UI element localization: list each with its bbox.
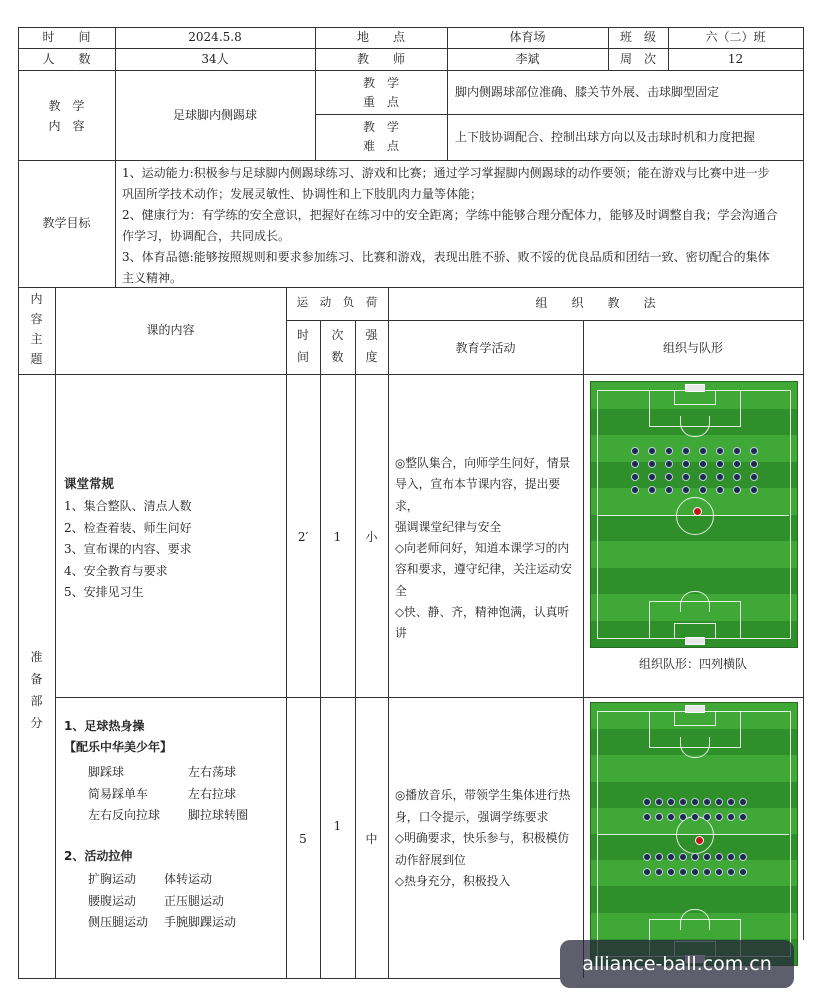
difficulty-label-line1: 教 学 — [362, 120, 399, 134]
student-marker — [691, 853, 699, 861]
grid-line — [355, 320, 356, 978]
class-value: 六（二）班 — [705, 30, 766, 44]
student-marker — [699, 486, 707, 494]
student-marker — [667, 813, 675, 821]
student-marker — [655, 798, 663, 806]
student-marker — [682, 447, 690, 455]
list-item: 侧压腿运动 手腕脚踝运动 — [88, 915, 237, 929]
grid-line — [55, 287, 56, 978]
goal-top — [685, 384, 705, 392]
student-marker — [739, 798, 747, 806]
goals-line: 2、健康行为：有学练的安全意识，把握好在练习中的安全距离；学练中能够合理分配体力，能够及时调整自我；学会沟通合 — [122, 208, 778, 222]
grid-line — [388, 287, 389, 978]
row2-title2: 2、活动拉伸 — [64, 849, 133, 863]
student-marker — [727, 853, 735, 861]
list-item: 脚踩球 左右荡球 — [88, 765, 237, 779]
count-value: 34人 — [201, 52, 229, 66]
student-marker — [665, 486, 673, 494]
student-marker — [691, 868, 699, 876]
grid-line — [115, 27, 116, 160]
list-item: 5、安排见习生 — [64, 585, 144, 599]
student-marker — [667, 853, 675, 861]
goal-area-bottom — [674, 623, 716, 638]
student-marker — [750, 447, 758, 455]
row2-stretch-list — [88, 869, 283, 934]
student-marker — [679, 853, 687, 861]
grid-line — [447, 27, 448, 160]
student-marker — [716, 460, 724, 468]
student-marker — [750, 460, 758, 468]
student-marker — [750, 473, 758, 481]
list-item: 2、检查着装、师生问好 — [64, 520, 192, 535]
grid-line — [18, 70, 804, 71]
goals-text — [122, 163, 800, 289]
student-marker — [631, 473, 639, 481]
key-point-label-line1: 教 学 — [362, 76, 399, 90]
grid-line — [286, 320, 804, 321]
student-marker — [679, 798, 687, 806]
student-marker — [703, 853, 711, 861]
watermark: alliance-ball.com.cn — [560, 940, 794, 988]
row2-title1: 1、足球热身操 — [64, 719, 145, 733]
goal-area-top — [674, 390, 716, 405]
student-marker — [715, 798, 723, 806]
student-marker — [682, 460, 690, 468]
goal-bottom — [685, 637, 705, 645]
key-point-value: 脚内侧踢球部位准确、膝关节外展、击球脚型固定 — [455, 85, 720, 99]
student-marker — [727, 813, 735, 821]
row2-time: 5 — [299, 832, 307, 846]
grid-line — [18, 48, 804, 49]
goals-line: 巩固所学技术动作；发展灵敏性、协调性和上下肢肌肉力量等体能； — [122, 187, 483, 201]
place-value: 体育场 — [509, 30, 546, 44]
intensity-header: 强 度 — [365, 328, 378, 364]
student-marker — [715, 853, 723, 861]
student-marker — [733, 486, 741, 494]
row1-intensity: 小 — [365, 530, 378, 544]
row2-activity: ◎播放音乐，带领学生集体进行热 身，口令提示，强调学练要求 ◇明确要求，快乐参与，积极模仿 动作舒展到位 ◇热身充分，积极投入 — [395, 788, 571, 888]
formation-caption: 组织队形：四列横队 — [638, 657, 747, 671]
student-marker — [716, 447, 724, 455]
section-label: 准 备 部 分 — [30, 650, 43, 730]
student-marker — [665, 473, 673, 481]
goals-label: 教学目标 — [42, 216, 91, 230]
student-marker — [739, 853, 747, 861]
activity-header: 教育学活动 — [455, 341, 516, 355]
difficulty-label — [315, 118, 447, 156]
difficulty-label-line2: 难 点 — [362, 139, 399, 153]
student-marker — [655, 853, 663, 861]
penalty-arc-bottom — [680, 909, 710, 930]
grid-line — [583, 320, 584, 978]
grid-line — [803, 27, 804, 940]
student-marker — [691, 813, 699, 821]
list-item: 1、集合整队、清点人数 — [64, 499, 192, 513]
student-marker — [682, 486, 690, 494]
student-marker — [716, 486, 724, 494]
student-marker — [699, 473, 707, 481]
times-header: 次 数 — [331, 328, 344, 364]
grid-line — [18, 27, 804, 28]
goals-line: 1、运动能力:积极参与足球脚内侧踢球练习、游戏和比赛；通过学习掌握脚内侧踢球的动作要领；能在游戏与比赛中进一步 — [122, 166, 770, 180]
student-marker — [703, 813, 711, 821]
student-marker — [682, 473, 690, 481]
method-header: 组 织 教 法 — [535, 296, 656, 310]
week-label: 周 次 — [619, 52, 656, 66]
teacher-marker — [695, 836, 704, 845]
student-marker — [727, 868, 735, 876]
row2-count: 1 — [333, 819, 342, 833]
student-marker — [667, 798, 675, 806]
grid-line — [18, 978, 560, 979]
grid-line — [286, 287, 287, 978]
student-marker — [643, 868, 651, 876]
student-marker — [665, 460, 673, 468]
load-header: 运 动 负 荷 — [296, 295, 378, 309]
row1-title: 课堂常规 — [64, 476, 115, 491]
student-marker — [648, 473, 656, 481]
goals-line: 3、体育品德:能够按照规则和要求参加练习、比赛和游戏，表现出胜不骄、败不馁的优良品质和团结一致、密切配合的集体 — [122, 250, 770, 264]
student-marker — [716, 473, 724, 481]
penalty-arc-bottom — [680, 591, 710, 612]
student-marker — [727, 798, 735, 806]
grid-line — [115, 160, 116, 287]
key-point-label — [315, 74, 447, 112]
student-marker — [715, 813, 723, 821]
student-marker — [679, 813, 687, 821]
student-marker — [750, 486, 758, 494]
key-point-label-line2: 重 点 — [362, 95, 399, 109]
formation-diagram-four-rows — [590, 381, 798, 648]
row1-activity: ◎整队集合，向师学生问好，情景 导入，宣布本节课内容，提出要求， 强调课堂纪律与安全 ◇向老师问好，知道本课学习的内 容和要求，遵守纪律，关注运动安 全 ◇快、静、齐，精神饱满，认真听 讲 — [395, 456, 572, 641]
time-header: 时 间 — [296, 328, 309, 364]
formation-diagram-warmup — [590, 702, 798, 966]
place-label: 地 点 — [356, 30, 405, 44]
teacher-value: 李斌 — [515, 52, 540, 66]
student-marker — [655, 868, 663, 876]
row1-count: 1 — [333, 530, 342, 544]
topic-header: 内 容 主 题 — [30, 292, 43, 366]
student-marker — [703, 868, 711, 876]
grid-line — [18, 374, 804, 375]
list-item: 简易踩单车 左右拉球 — [88, 786, 237, 801]
week-value: 12 — [727, 52, 744, 66]
grid-line — [55, 697, 804, 698]
goals-line: 主义精神。 — [122, 271, 183, 285]
student-marker — [733, 460, 741, 468]
student-marker — [631, 460, 639, 468]
difficulty-value: 上下肢协调配合、控制出球方向以及击球时机和力度把握 — [455, 130, 756, 144]
count-label: 人 数 — [42, 52, 91, 66]
grid-line — [18, 27, 19, 978]
student-marker — [703, 798, 711, 806]
student-marker — [665, 447, 673, 455]
list-item: 3、宣布课的内容、要求 — [64, 542, 192, 556]
student-marker — [733, 447, 741, 455]
content-label-line1: 教 学 — [48, 99, 85, 113]
content-label — [18, 96, 115, 136]
list-item: 扩胸运动 体转运动 — [88, 872, 213, 886]
formation-header: 组织与队形 — [662, 341, 723, 355]
student-marker — [715, 868, 723, 876]
student-marker — [631, 447, 639, 455]
class-label: 班 级 — [619, 30, 656, 44]
student-marker — [739, 813, 747, 821]
grid-line — [18, 160, 804, 161]
grid-line — [320, 320, 321, 978]
student-marker — [643, 853, 651, 861]
student-marker — [679, 868, 687, 876]
row1-items — [64, 496, 192, 604]
row2-exercise-list — [88, 762, 283, 827]
student-marker — [667, 868, 675, 876]
student-marker — [699, 447, 707, 455]
center-circle — [676, 816, 714, 854]
student-marker — [655, 813, 663, 821]
student-marker — [648, 460, 656, 468]
student-marker — [691, 798, 699, 806]
student-marker — [648, 486, 656, 494]
course-content-header: 课的内容 — [146, 323, 195, 337]
row2-subtitle: 【配乐中华美少年】 — [64, 740, 173, 754]
goals-line: 作学习，协调配合，共同成长。 — [122, 229, 291, 243]
grid-line — [315, 114, 804, 115]
time-label: 时 间 — [42, 30, 91, 44]
goal-top — [685, 705, 705, 713]
student-marker — [739, 868, 747, 876]
student-marker — [631, 486, 639, 494]
list-item: 腰腹运动 正压腿运动 — [88, 893, 225, 908]
goal-area-top — [674, 711, 716, 726]
time-value: 2024.5.8 — [188, 30, 242, 44]
row1-time: 2′ — [297, 530, 309, 544]
list-item: 4、安全教育与要求 — [64, 563, 168, 578]
student-marker — [648, 447, 656, 455]
teacher-marker — [693, 507, 702, 516]
student-marker — [643, 813, 651, 821]
student-marker — [643, 798, 651, 806]
teacher-label: 教 师 — [356, 52, 405, 66]
list-item: 左右反向拉球 脚拉球转圈 — [88, 808, 249, 822]
row2-intensity: 中 — [365, 832, 378, 846]
student-marker — [699, 460, 707, 468]
student-marker — [733, 473, 741, 481]
content-value: 足球脚内侧踢球 — [172, 108, 257, 122]
content-label-line2: 内 容 — [48, 119, 85, 133]
